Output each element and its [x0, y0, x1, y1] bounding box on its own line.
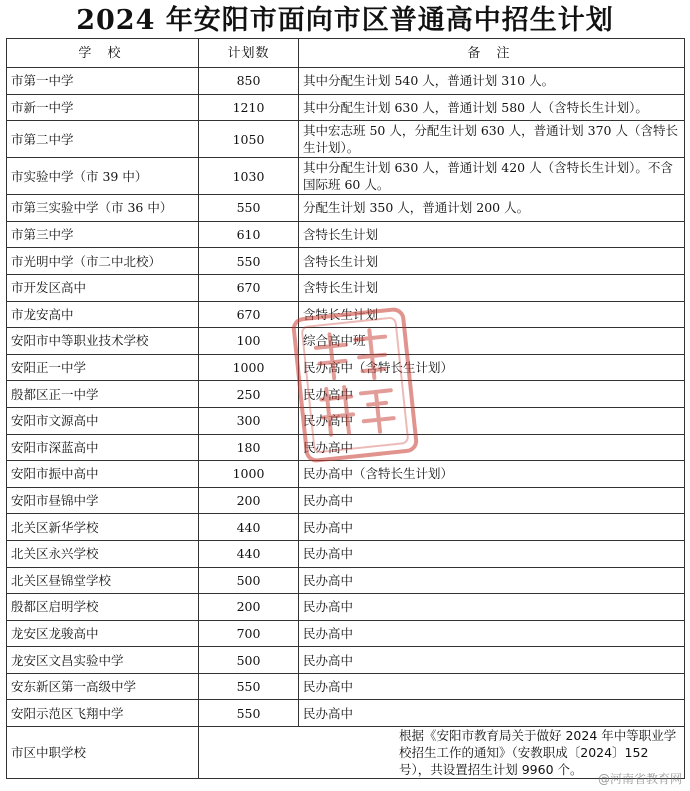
cell-note: 民办高中 [299, 620, 685, 647]
cell-school: 北关区昼锦堂学校 [7, 567, 199, 594]
cell-note: 民办高中 [299, 540, 685, 567]
cell-plan: 250 [199, 381, 299, 408]
cell-plan: 180 [199, 434, 299, 461]
cell-note: 根据《安阳市教育局关于做好 2024 年中等职业学校招生工作的通知》（安教职成〔2024〕152 号），共设置招生计划 9960 个。 [199, 727, 685, 779]
table-row [7, 158, 685, 195]
header-school: 学 校 [7, 39, 199, 68]
cell-plan: 1000 [199, 461, 299, 488]
cell-plan: 1030 [199, 158, 299, 195]
cell-school: 龙安区龙骏高中 [7, 620, 199, 647]
cell-school: 市龙安高中 [7, 301, 199, 328]
cell-note: 民办高中 [299, 434, 685, 461]
table-row [7, 514, 685, 541]
table-row [7, 620, 685, 647]
cell-note: 含特长生计划 [299, 301, 685, 328]
cell-school: 市实验中学（市 39 中） [7, 158, 199, 195]
table-row [7, 94, 685, 121]
cell-plan: 550 [199, 195, 299, 222]
cell-plan: 850 [199, 68, 299, 95]
table-row [7, 68, 685, 95]
cell-note: 民办高中 [299, 487, 685, 514]
cell-note: 其中分配生计划 630 人，普通计划 420 人（含特长生计划）。不含国际班 60 人。 [299, 158, 685, 195]
table-header-row [7, 39, 685, 68]
cell-school: 殷都区启明学校 [7, 594, 199, 621]
cell-plan: 1050 [199, 121, 299, 158]
cell-school: 安阳市中等职业技术学校 [7, 328, 199, 355]
table-row [7, 121, 685, 158]
cell-plan: 550 [199, 700, 299, 727]
cell-plan: 100 [199, 328, 299, 355]
cell-note: 民办高中（含特长生计划） [299, 461, 685, 488]
table-row [7, 461, 685, 488]
cell-school: 安阳示范区飞翔中学 [7, 700, 199, 727]
cell-plan: 670 [199, 274, 299, 301]
official-seal-icon [288, 304, 421, 466]
table-row [7, 540, 685, 567]
cell-note: 民办高中 [299, 700, 685, 727]
cell-note: 含特长生计划 [299, 274, 685, 301]
cell-plan: 1210 [199, 94, 299, 121]
cell-plan: 550 [199, 673, 299, 700]
cell-plan: 440 [199, 514, 299, 541]
table-row [7, 221, 685, 248]
cell-note: 民办高中 [299, 594, 685, 621]
cell-note: 含特长生计划 [299, 248, 685, 275]
cell-plan: 700 [199, 620, 299, 647]
cell-note: 其中分配生计划 540 人，普通计划 310 人。 [299, 68, 685, 95]
cell-note: 综合高中班 [299, 328, 685, 355]
cell-school: 安阳市昼锦中学 [7, 487, 199, 514]
source-watermark: @河南省教育网 [597, 772, 682, 786]
cell-plan: 300 [199, 407, 299, 434]
cell-school: 市第三实验中学（市 36 中） [7, 195, 199, 222]
cell-school: 市第一中学 [7, 68, 199, 95]
cell-plan: 500 [199, 567, 299, 594]
cell-plan: 670 [199, 301, 299, 328]
cell-school: 市开发区高中 [7, 274, 199, 301]
table-row [7, 700, 685, 727]
cell-school: 市光明中学（市二中北校） [7, 248, 199, 275]
cell-note: 民办高中 [299, 514, 685, 541]
table-row [7, 567, 685, 594]
cell-plan: 610 [199, 221, 299, 248]
cell-note: 民办高中 [299, 381, 685, 408]
cell-school: 北关区新华学校 [7, 514, 199, 541]
cell-plan: 1000 [199, 354, 299, 381]
cell-school: 市区中职学校 [7, 727, 199, 779]
cell-plan: 500 [199, 647, 299, 674]
cell-school: 北关区永兴学校 [7, 540, 199, 567]
cell-plan: 200 [199, 594, 299, 621]
cell-school: 市第二中学 [7, 121, 199, 158]
table-row-vocational [7, 727, 685, 779]
cell-note: 民办高中（含特长生计划） [299, 354, 685, 381]
cell-note: 民办高中 [299, 407, 685, 434]
table-row [7, 195, 685, 222]
cell-note: 民办高中 [299, 647, 685, 674]
cell-note: 民办高中 [299, 673, 685, 700]
cell-school: 安东新区第一高级中学 [7, 673, 199, 700]
cell-plan: 550 [199, 248, 299, 275]
cell-school: 安阳正一中学 [7, 354, 199, 381]
cell-note: 民办高中 [299, 567, 685, 594]
cell-plan: 440 [199, 540, 299, 567]
cell-school: 安阳市文源高中 [7, 407, 199, 434]
cell-school: 殷都区正一中学 [7, 381, 199, 408]
cell-note: 含特长生计划 [299, 221, 685, 248]
header-plan: 计划数 [199, 39, 299, 68]
cell-school: 市新一中学 [7, 94, 199, 121]
cell-school: 市第三中学 [7, 221, 199, 248]
table-row [7, 274, 685, 301]
cell-note: 其中分配生计划 630 人，普通计划 580 人（含特长生计划）。 [299, 94, 685, 121]
table-row [7, 594, 685, 621]
cell-school: 安阳市深蓝高中 [7, 434, 199, 461]
table-row [7, 248, 685, 275]
table-row [7, 647, 685, 674]
table-row [7, 673, 685, 700]
header-note: 备 注 [299, 39, 685, 68]
table-row [7, 487, 685, 514]
cell-note: 其中宏志班 50 人，分配生计划 630 人，普通计划 370 人（含特长生计划）。 [299, 121, 685, 158]
cell-school: 安阳市振中高中 [7, 461, 199, 488]
page-title: 2024 年安阳市面向市区普通高中招生计划 [76, 5, 614, 36]
cell-plan: 200 [199, 487, 299, 514]
cell-note: 分配生计划 350 人，普通计划 200 人。 [299, 195, 685, 222]
cell-school: 龙安区文昌实验中学 [7, 647, 199, 674]
